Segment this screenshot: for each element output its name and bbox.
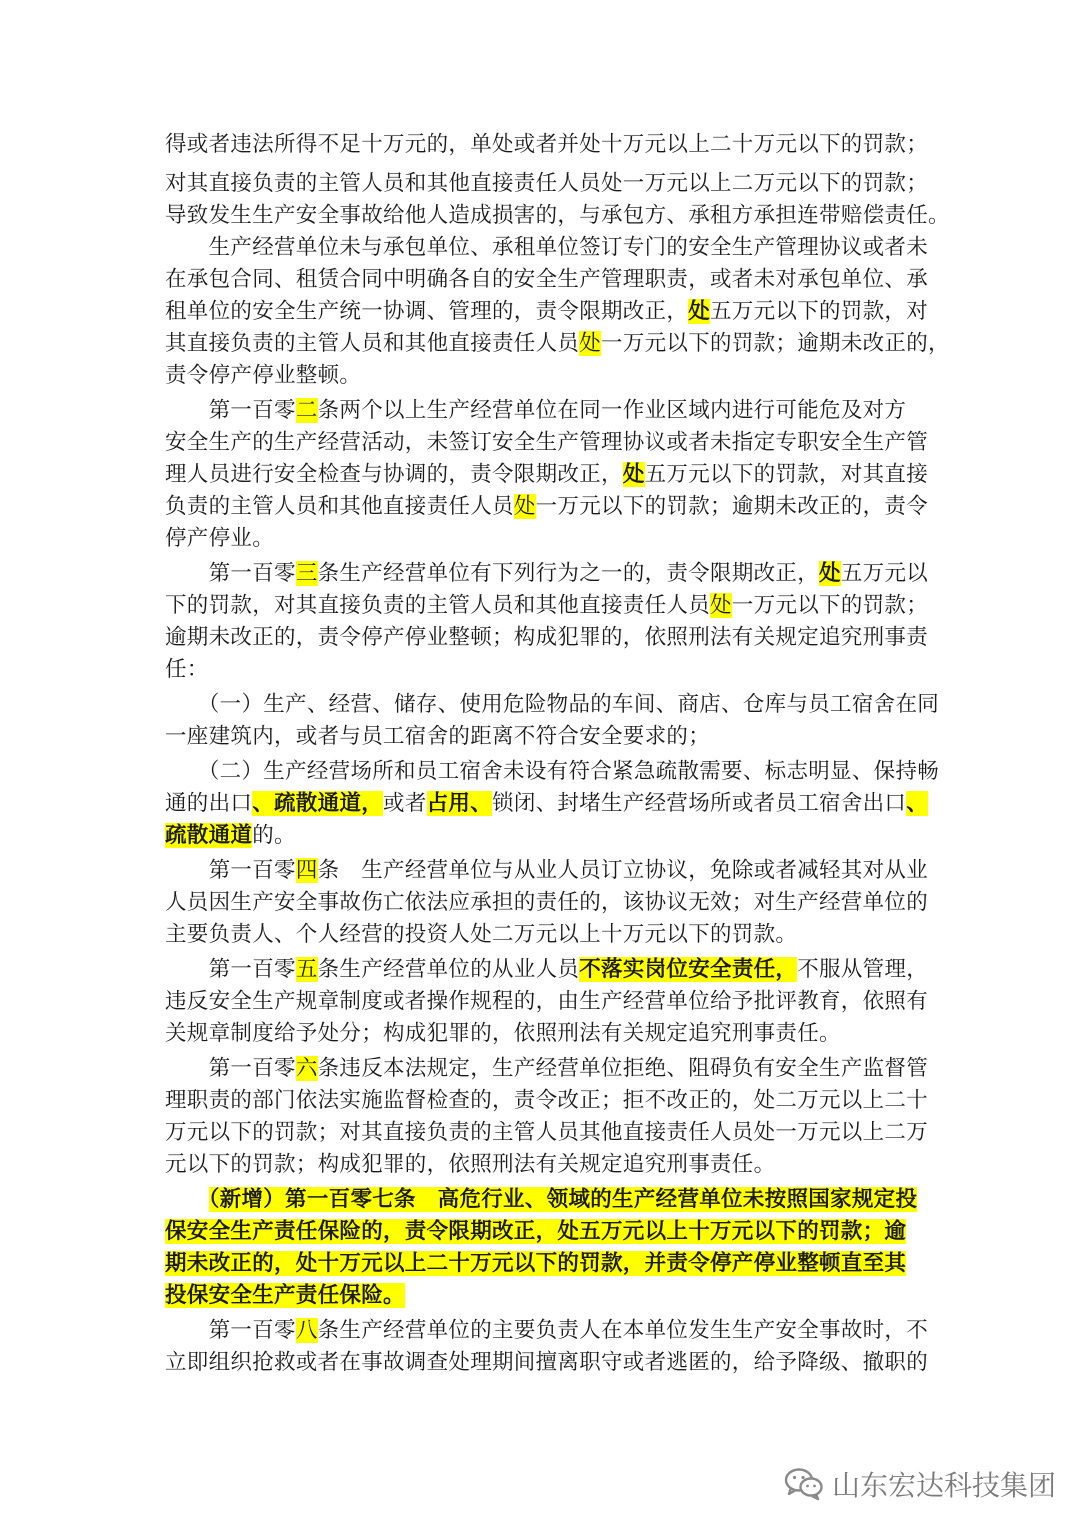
highlight: 处 bbox=[579, 331, 602, 356]
text-line: 疏散通道的。 bbox=[165, 823, 296, 848]
text-line: 理人员进行安全检查与协调的，责令限期改正，处五万元以下的罚款，对其直接 bbox=[165, 462, 929, 487]
text-line bbox=[165, 1248, 925, 1280]
text-line: 违反安全生产规章制度或者操作规程的，由生产经营单位给予批评教育，依照有 bbox=[165, 989, 929, 1014]
watermark-text: 山东宏达科技集团 bbox=[832, 1469, 1057, 1502]
text-line: 其直接负责的主管人员和其他直接责任人员处一万元以下的罚款；逾期未改正的， bbox=[165, 331, 950, 356]
highlight: 、 bbox=[906, 791, 929, 816]
highlight: 三 bbox=[295, 561, 318, 586]
wechat-icon bbox=[784, 1467, 824, 1501]
text-line bbox=[165, 1184, 925, 1216]
text-line: 安全生产的生产经营活动，未签订安全生产管理协议或者未指定专职安全生产管 bbox=[165, 430, 929, 455]
text-line: 第一百零四条 生产经营单位与从业人员订立协议，免除或者减轻其对从业 bbox=[165, 858, 929, 883]
text-line: 主要负责人、个人经营的投资人处二万元以上十万元以下的罚款。 bbox=[165, 922, 798, 947]
highlight: 五 bbox=[295, 957, 318, 982]
highlight: 、疏散通道， bbox=[252, 791, 384, 816]
highlight: 二 bbox=[295, 398, 318, 423]
highlight: 投保安全生产责任保险。 bbox=[165, 1283, 405, 1308]
text-line: 万元以下的罚款；对其直接负责的主管人员其他直接责任人员处一万元以上二万 bbox=[165, 1120, 929, 1145]
text-line: 第一百零八条生产经营单位的主要负责人在本单位发生生产安全事故时，不 bbox=[165, 1318, 929, 1343]
text-line: 对其直接负责的主管人员和其他直接责任人员处一万元以上二万元以下的罚款； bbox=[165, 171, 929, 196]
text-line: （二）生产经营场所和员工宿舍未设有符合紧急疏散需要、标志明显、保持畅 bbox=[165, 759, 940, 784]
highlight: 期未改正的，处十万元以上二十万元以下的罚款，并责令停产停业整顿直至其 bbox=[165, 1251, 907, 1276]
highlight: 处 bbox=[622, 462, 645, 487]
watermark bbox=[784, 1464, 1056, 1504]
text-line: 第一百零五条生产经营单位的从业人员不落实岗位安全责任，不服从管理， bbox=[165, 957, 929, 982]
highlight: 处 bbox=[819, 561, 841, 586]
text-line: 元以下的罚款；构成犯罪的，依照刑法有关规定追究刑事责任。 bbox=[165, 1152, 776, 1177]
highlight: 八 bbox=[295, 1318, 318, 1343]
text-line: 关规章制度给予处分；构成犯罪的，依照刑法有关规定追究刑事责任。 bbox=[165, 1021, 841, 1046]
highlight: 占用、 bbox=[426, 791, 493, 816]
highlight: 不落实岗位安全责任， bbox=[579, 957, 798, 982]
text-line bbox=[165, 1216, 925, 1248]
text-line: 租单位的安全生产统一协调、管理的，责令限期改正，处五万元以下的罚款，对 bbox=[165, 299, 929, 324]
text-line: 通的出口、疏散通道，或者占用、锁闭、封堵生产经营场所或者员工宿舍出口、 bbox=[165, 791, 929, 816]
highlight: 四 bbox=[295, 858, 318, 883]
text-line: （一）生产、经营、储存、使用危险物品的车间、商店、仓库与员工宿舍在同 bbox=[165, 692, 940, 717]
text-line: 下的罚款，对其直接负责的主管人员和其他直接责任人员处一万元以下的罚款； bbox=[165, 593, 929, 618]
text-line: 第一百零六条违反本法规定，生产经营单位拒绝、阻碍负有安全生产监督管 bbox=[165, 1056, 929, 1081]
text-line: 人员因生产安全事故伤亡依法应承担的责任的，该协议无效；对生产经营单位的 bbox=[165, 890, 929, 915]
text-line: 任： bbox=[165, 657, 209, 682]
highlight: 处 bbox=[688, 299, 711, 324]
highlight: 疏散通道 bbox=[165, 823, 253, 848]
text-line: 一座建筑内，或者与员工宿舍的距离不符合安全要求的； bbox=[165, 724, 711, 749]
text-line: 生产经营单位未与承包单位、承租单位签订专门的安全生产管理协议或者未 bbox=[165, 235, 929, 260]
text-line: 第一百零二条两个以上生产经营单位在同一作业区域内进行可能危及对方 bbox=[165, 398, 907, 423]
text-line: 导致发生生产安全事故给他人造成损害的，与承包方、承租方承担连带赔偿责任。 bbox=[165, 203, 950, 228]
text-line: 第一百零三条生产经营单位有下列行为之一的，责令限期改正，处五万元以 bbox=[165, 561, 929, 586]
text-line: 停产停业。 bbox=[165, 526, 275, 551]
highlight: 处 bbox=[710, 593, 732, 618]
highlight: 保安全生产责任保险的，责令限期改正，处五万元以上十万元以下的罚款；逾 bbox=[165, 1219, 907, 1244]
text-line: 理职责的部门依法实施监督检查的，责令改正；拒不改正的，处二万元以上二十 bbox=[165, 1088, 929, 1113]
highlight: （新增）第一百零七条 高危行业、领域的生产经营单位未按照国家规定投 bbox=[208, 1187, 918, 1212]
text-line: 逾期未改正的，责令停产停业整顿；构成犯罪的，依照刑法有关规定追究刑事责 bbox=[165, 625, 929, 650]
text-line: 在承包合同、租赁合同中明确各自的安全生产管理职责，或者未对承包单位、承 bbox=[165, 267, 929, 292]
text-line: 负责的主管人员和其他直接责任人员处一万元以下的罚款；逾期未改正的，责令 bbox=[165, 494, 929, 519]
highlight: 处 bbox=[513, 494, 536, 519]
text-line bbox=[165, 1280, 925, 1312]
text-line: 得或者违法所得不足十万元的，单处或者并处十万元以上二十万元以下的罚款； bbox=[165, 132, 929, 157]
highlight: 六 bbox=[295, 1056, 318, 1081]
text-line: 责令停产停业整顿。 bbox=[165, 363, 362, 388]
text-line: 立即组织抢救或者在事故调查处理期间擅离职守或者逃匿的，给予降级、撤职的 bbox=[165, 1350, 929, 1375]
